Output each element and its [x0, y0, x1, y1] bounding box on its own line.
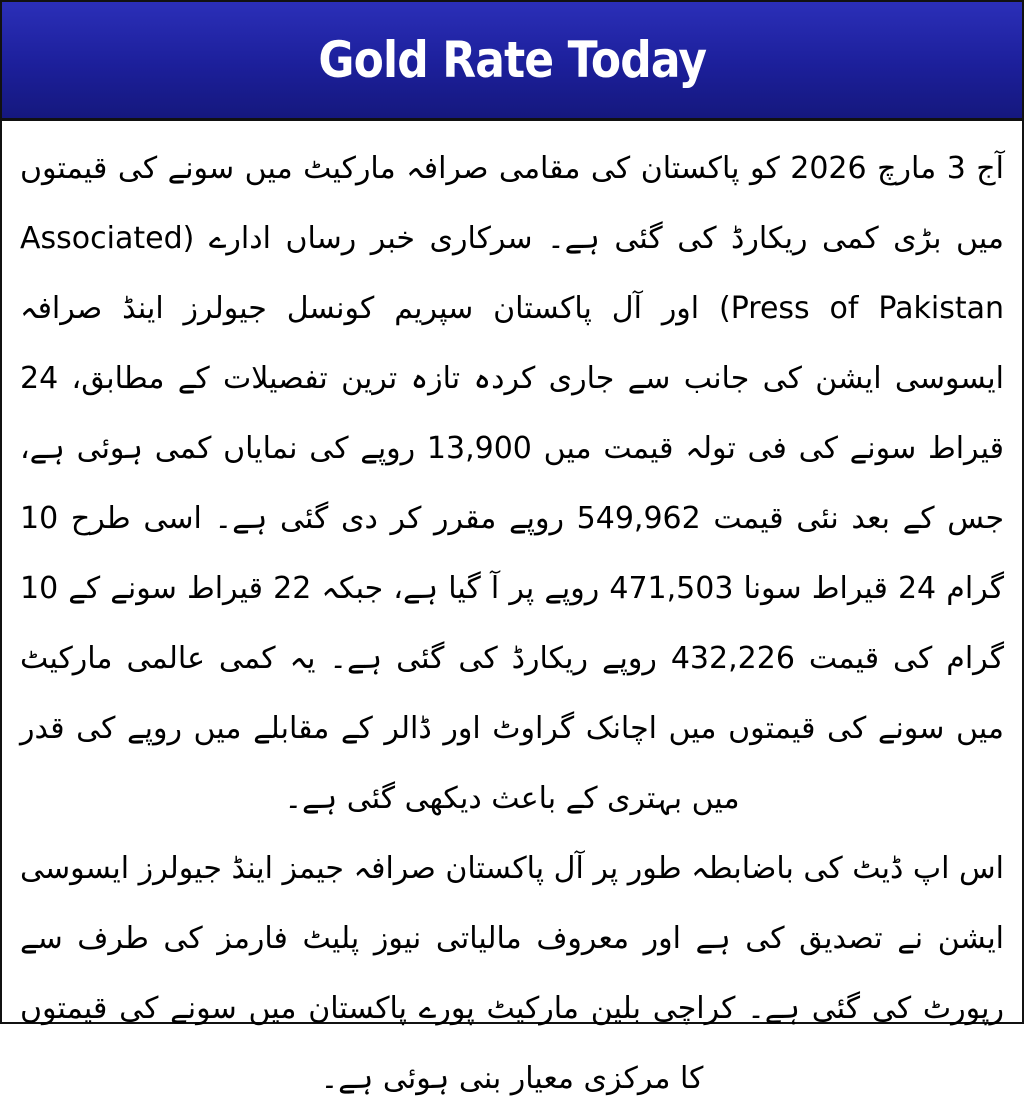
page-title: Gold Rate Today	[318, 31, 706, 89]
article-body	[20, 134, 1005, 1096]
paragraph: اس اپ ڈیٹ کی باضابطہ طور پر آل پاکستان صرافہ جیمز اینڈ جیولرز ایسوسی ایشن نے تصدیق کی ہے اور معروف مالیاتی نیوز پلیٹ فارمز کی طرف سے رپورٹ کی گئی ہے۔ کراچی بلین مارکیٹ پورے پاکستان میں سونے کی قیمتوں کا مرکزی معیار بنی ہوئی ہے۔	[20, 851, 1004, 1096]
paragraph: آج 3 مارچ 2026 کو پاکستان کی مقامی صرافہ مارکیٹ میں سونے کی قیمتوں میں بڑی کمی ریکارڈ کی گئی ہے۔ سرکاری خبر رساں ادارے (Associated Press of Pakistan) اور آل پاکستان سپریم کونسل جیولرز اینڈ صرافہ ایسوسی ایشن کی جانب سے جاری کردہ تازہ ترین تفصیلات کے مطابق، 24 قیراط سونے کی فی تولہ قیمت میں 13,900 روپے کی نمایاں کمی ہوئی ہے، جس کے بعد نئی قیمت 549,962 روپے مقرر کر دی گئی ہے۔ اسی طرح 10 گرام 24 قیراط سونا 471,503 روپے پر آ گیا ہے، جبکہ 22 قیراط سونے کے 10 گرام کی قیمت 432,226 روپے ریکارڈ کی گئی ہے۔ یہ کمی عالمی مارکیٹ میں سونے کی قیمتوں میں اچانک گراوٹ اور ڈالر کے مقابلے میں روپے کی قدر میں بہتری کے باعث دیکھی گئی ہے۔	[20, 151, 1005, 816]
title-banner	[2, 2, 1022, 121]
